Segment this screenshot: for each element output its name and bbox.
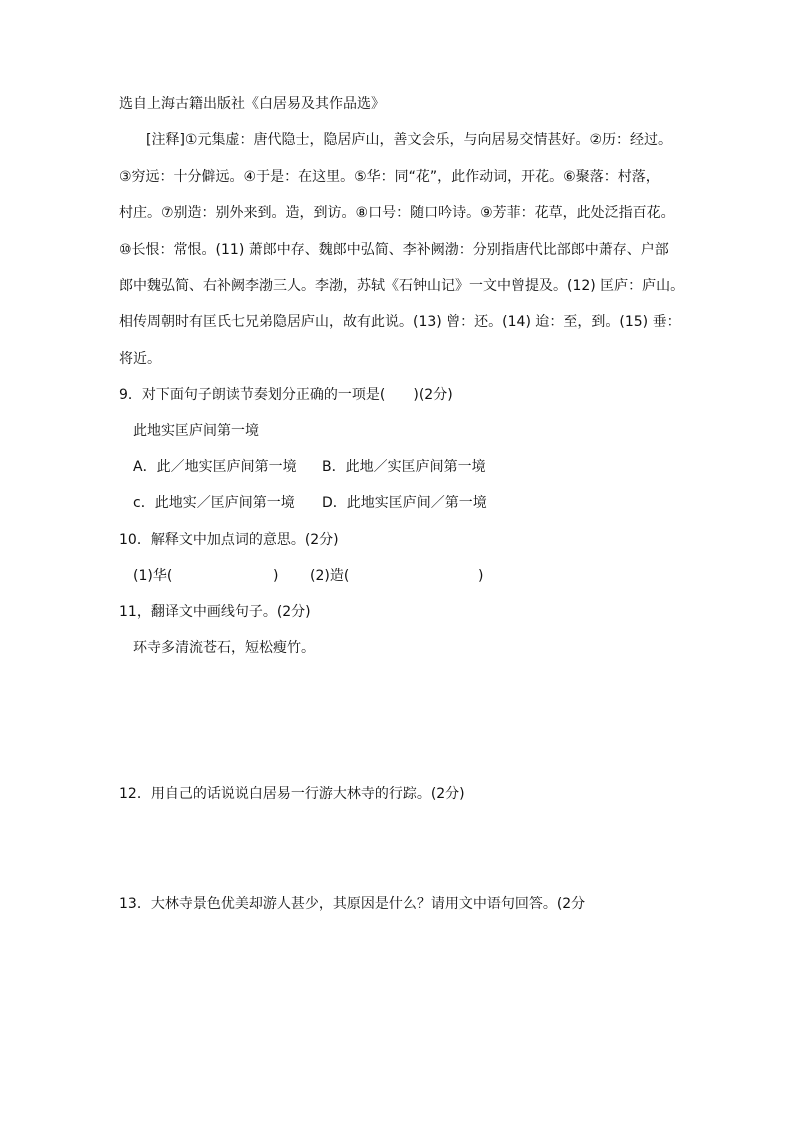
q10-item-2-close: ): [478, 568, 484, 584]
annotation-line-2: ③穷远：十分僻远。④于是：在这里。⑤华：同“花”，此作动词，开花。⑥聚落：村落，: [119, 169, 660, 185]
source-line: 选自上海古籍出版社《白居易及其作品选》: [119, 96, 385, 112]
annotation-line-6: 相传周朝时有匡氏七兄弟隐居庐山，故有此说。(13) 曾：还。(14) 迨：至，到。(15) 垂：: [119, 314, 681, 330]
q9-stem: 9．对下面句子朗读节奏划分正确的一项是( )(2分): [119, 387, 453, 403]
q11-stem: 11，翻译文中画线句子。(2分): [119, 604, 311, 620]
annotation-line-5: 郎中魏弘简、右补阙李渤三人。李渤，苏轼《石钟山记》一文中曾提及。(12) 匡庐：庐山。: [119, 278, 685, 294]
q9-option-b: B．此地／实匡庐间第一境: [322, 459, 486, 475]
q9-sentence: 此地实匡庐间第一境: [133, 423, 259, 439]
annotation-line-3: 村庄。⑦别造：别外来到。造，到访。⑧口号：随口吟诗。⑨芳菲：花草，此处泛指百花。: [119, 205, 675, 221]
q9-option-a: A．此／地实匡庐间第一境: [133, 459, 297, 475]
annotation-line-4: ⑩长恨：常恨。(11) 萧郎中存、魏郎中弘简、李补阙渤：分别指唐代比部郎中萧存、户部: [119, 242, 669, 258]
q9-option-c: c．此地实／匡庐间第一境: [133, 495, 295, 511]
q10-item-1: (1)华(: [133, 568, 173, 584]
annotation-line-1: [注释]①元集虚：唐代隐士，隐居庐山，善文会乐，与向居易交情甚好。②历：经过。: [146, 132, 673, 148]
q13-stem: 13．大林寺景色优美却游人甚少，其原因是什么？请用文中语句回答。(2分: [119, 896, 586, 912]
q11-sentence: 环寺多清流苍石，短松瘦竹。: [133, 640, 315, 656]
q9-option-d: D．此地实匡庐间／第一境: [322, 495, 487, 511]
q12-stem: 12．用自己的话说说白居易一行游大林寺的行踪。(2分): [119, 786, 465, 802]
annotation-line-7: 将近。: [119, 351, 161, 367]
q10-item-1-close: ): [273, 568, 279, 584]
q10-stem: 10．解释文中加点词的意思。(2分): [119, 532, 339, 548]
q10-item-2: (2)造(: [310, 568, 350, 584]
